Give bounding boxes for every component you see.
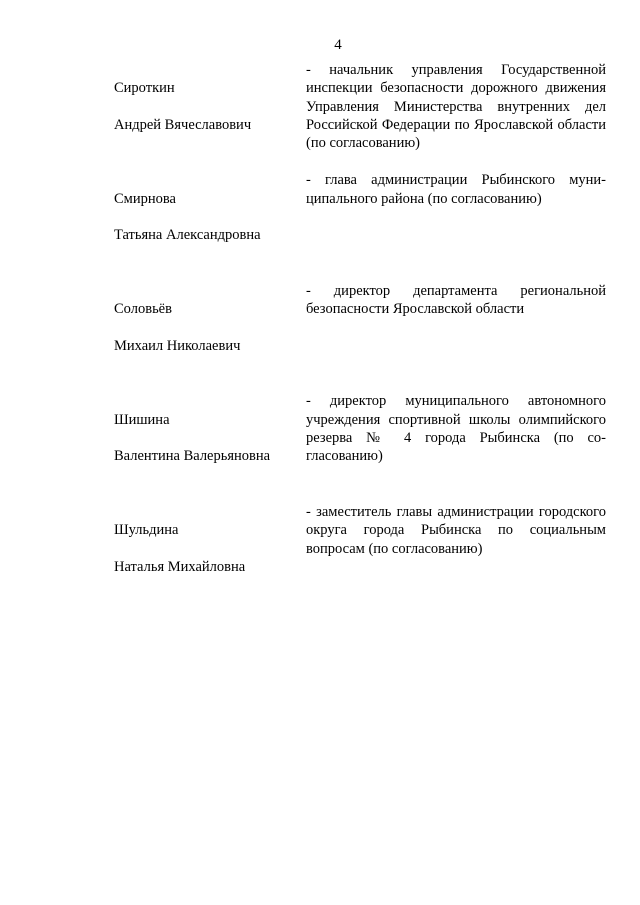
member-role: - заместитель главы администрации городского округа города Рыбинска по социальным вопросам (по согласованию) [306,503,606,557]
page-number: 4 [334,37,342,53]
member-name [114,282,306,373]
member-given-names: Валентина Валерьяновна [114,448,271,465]
member-name [114,171,306,262]
member-role: - начальник управления Государственной инспекции безопасности дорожного движения Управления Министерства внутренних дел Российской Федерации по Ярославской области (по согласованию) [306,62,606,152]
member-name [114,503,306,594]
member-row [114,392,606,483]
member-row [114,61,606,152]
member-given-names: Михаил Николаевич [114,337,241,354]
member-surname: Сироткин [114,80,175,97]
member-surname: Шишина [114,411,170,428]
member-given-names: Наталья Михайловна [114,558,246,575]
member-row [114,503,606,594]
member-row [114,171,606,262]
member-role: - директор муниципального автономного учреждения спортивной школы олимпийского резерва № 4 города Рыбинска (по согласованию) [306,393,606,465]
member-given-names: Татьяна Александровна [114,227,261,244]
member-role: - глава администрации Рыбинского муниципального района (по согласованию) [306,172,606,207]
member-surname: Шульдина [114,522,179,539]
member-name [114,61,306,152]
member-role: - директор департамента региональной безопасности Ярославской области [306,282,606,318]
member-surname: Смирнова [114,190,176,207]
commission-members-list [114,61,606,613]
member-surname: Соловьёв [114,301,172,318]
member-given-names: Андрей Вячеславович [114,116,252,133]
member-row [114,282,606,373]
member-name [114,392,306,483]
